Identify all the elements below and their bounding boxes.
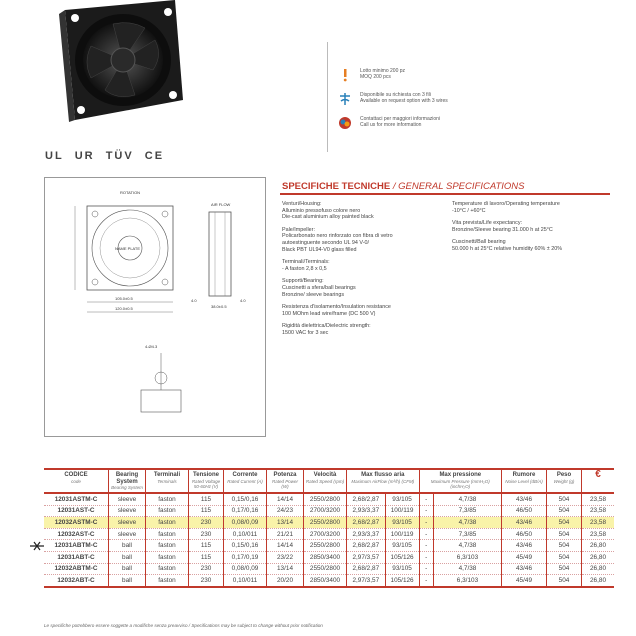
spec-temperature bbox=[452, 201, 612, 214]
table-cell: 2,68/2,87 bbox=[347, 563, 386, 575]
dim-width: 105.0±0.5 bbox=[115, 296, 133, 301]
spec-line: -10°C / +60°C bbox=[452, 207, 486, 214]
ce-mark: CE bbox=[144, 150, 165, 162]
table-cell: 23,58 bbox=[582, 517, 615, 529]
table-cell: 26,80 bbox=[582, 540, 615, 552]
table-cell: faston bbox=[146, 528, 189, 540]
column-header: Rumore Noise Level (dB/A) bbox=[502, 469, 547, 493]
column-header: Corrente Rated Current (A) bbox=[224, 469, 267, 493]
table-cell: 504 bbox=[547, 575, 582, 587]
table-cell: 504 bbox=[547, 505, 582, 517]
spec-line: Bronzine/Sleeve bearing 31.000 h at 25°C bbox=[452, 226, 553, 233]
table-cell: - bbox=[419, 540, 433, 552]
footnote: Le specifiche potrebbero essere soggette a modifiche senza preavviso / Specifications may be subject to change without prior notification bbox=[44, 623, 323, 628]
note-wires bbox=[338, 92, 538, 106]
table-cell: 0,15/0,16 bbox=[224, 493, 267, 505]
table-cell: 2550/2800 bbox=[304, 563, 347, 575]
spec-line: 50.000 h at 25°C relative humidity 60% ± 20% bbox=[452, 245, 562, 252]
table-cell: 12031ABTM-C bbox=[44, 540, 109, 552]
spec-line: autoestinguente secondo UL 94 V-0/ bbox=[282, 239, 370, 246]
note-contact bbox=[338, 116, 538, 130]
table-cell: ball bbox=[109, 575, 146, 587]
column-header: Max pressione Maximum Pressure (mmH₂O) (inchH₂O) bbox=[419, 469, 501, 493]
spec-line: 100 MOhm lead wire/frame (DC 500 V) bbox=[282, 310, 376, 317]
table-cell: 504 bbox=[547, 563, 582, 575]
spec-line: - A faston 2,8 x 0,5 bbox=[282, 265, 327, 272]
table-cell: - bbox=[419, 563, 433, 575]
tuv-mark: TÜV bbox=[105, 150, 134, 162]
table-cell: 100/119 bbox=[385, 505, 419, 517]
table-cell: sleeve bbox=[109, 505, 146, 517]
nameplate-label: NAME PLATE bbox=[115, 246, 141, 251]
spec-left-column bbox=[282, 201, 432, 343]
table-cell: 230 bbox=[189, 563, 224, 575]
spec-heading: Pale/Impeller: bbox=[282, 226, 315, 233]
spec-line: Policarbonato nero rinforzato con fibra di vetro bbox=[282, 233, 393, 240]
spec-title bbox=[282, 181, 524, 192]
airflow-label: AIR FLOW bbox=[211, 202, 231, 207]
note-text: Disponibile su richiesta con 3 fili bbox=[360, 92, 431, 98]
table-cell: 13/14 bbox=[267, 517, 304, 529]
spec-bearing bbox=[282, 278, 432, 298]
table-cell: 24/23 bbox=[267, 505, 304, 517]
table-cell: sleeve bbox=[109, 493, 146, 505]
table-cell: ball bbox=[109, 540, 146, 552]
table-cell: faston bbox=[146, 551, 189, 563]
table-row bbox=[44, 517, 614, 529]
table-cell: - bbox=[419, 575, 433, 587]
spec-heading: Resistenza d'isolamento/Insulation resistance bbox=[282, 304, 391, 311]
table-cell: 0,08/0,09 bbox=[224, 563, 267, 575]
table-cell: 43/46 bbox=[502, 563, 547, 575]
spec-line: 1500 VAC for 3 sec bbox=[282, 329, 329, 336]
table-cell: 504 bbox=[547, 517, 582, 529]
dim-depth: 38.0±0.5 bbox=[211, 304, 227, 309]
ul-mark: UL bbox=[45, 150, 64, 162]
table-cell: faston bbox=[146, 563, 189, 575]
table-cell: 23/22 bbox=[267, 551, 304, 563]
table-row bbox=[44, 528, 614, 540]
table-cell: 0,08/0,09 bbox=[224, 517, 267, 529]
spec-housing bbox=[282, 201, 432, 221]
table-cell: 230 bbox=[189, 575, 224, 587]
table-cell: 26,80 bbox=[582, 575, 615, 587]
contact-icon bbox=[338, 116, 352, 130]
table-cell: 26,80 bbox=[582, 563, 615, 575]
spec-heading: Vita prevista/Life expectancy: bbox=[452, 220, 523, 227]
note-sub: Available on request option with 3 wires bbox=[360, 98, 448, 104]
technical-drawing bbox=[44, 177, 266, 437]
spec-title-en: / GENERAL SPECIFICATIONS bbox=[392, 181, 525, 192]
table-cell: 2550/2800 bbox=[304, 540, 347, 552]
column-header: Terminali Terminals bbox=[146, 469, 189, 493]
table-cell: 230 bbox=[189, 517, 224, 529]
table-cell: 14/14 bbox=[267, 493, 304, 505]
spec-dielectric bbox=[282, 323, 432, 336]
table-cell: 105/126 bbox=[385, 575, 419, 587]
table-cell: sleeve bbox=[109, 528, 146, 540]
table-cell: 45/49 bbox=[502, 575, 547, 587]
spec-line: Alluminio pressofuso colore nero bbox=[282, 207, 361, 214]
table-cell: 46/50 bbox=[502, 528, 547, 540]
table-cell: - bbox=[419, 551, 433, 563]
table-cell: - bbox=[419, 505, 433, 517]
fan-photo bbox=[55, 0, 185, 125]
table-cell: 20/20 bbox=[267, 575, 304, 587]
table-cell: 115 bbox=[189, 551, 224, 563]
table-cell: - bbox=[419, 528, 433, 540]
note-sub: MOQ 200 pcs bbox=[360, 74, 391, 80]
note-text: Contattaci per maggiori informazioni bbox=[360, 116, 441, 122]
table-row bbox=[44, 493, 614, 505]
column-header: Potenza Rated Power (W) bbox=[267, 469, 304, 493]
table-cell: 12032ASTM-C bbox=[44, 517, 109, 529]
table-cell: ball bbox=[109, 551, 146, 563]
table-cell: 23,58 bbox=[582, 505, 615, 517]
table-cell: 46/50 bbox=[502, 505, 547, 517]
spec-impeller bbox=[282, 227, 432, 253]
table-cell: 21/21 bbox=[267, 528, 304, 540]
ur-mark: UR bbox=[74, 150, 95, 162]
table-cell: 2,93/3,37 bbox=[347, 505, 386, 517]
table-cell: 93/105 bbox=[385, 517, 419, 529]
table-cell: 115 bbox=[189, 540, 224, 552]
table-cell: 0,15/0,16 bbox=[224, 540, 267, 552]
spec-terminals bbox=[282, 259, 432, 272]
certification-marks bbox=[45, 150, 170, 162]
table-cell: 2,68/2,87 bbox=[347, 493, 386, 505]
spec-heading: Temperature di lavoro/Operating temperature bbox=[452, 201, 560, 207]
table-cell: 0,17/0,16 bbox=[224, 505, 267, 517]
table-cell: 4,7/38 bbox=[433, 517, 501, 529]
table-cell: 4,7/38 bbox=[433, 493, 501, 505]
table-cell: 105/126 bbox=[385, 551, 419, 563]
table-cell: - bbox=[419, 493, 433, 505]
table-cell: 100/119 bbox=[385, 528, 419, 540]
table-cell: sleeve bbox=[109, 517, 146, 529]
spec-title-it: SPECIFICHE TECNICHE bbox=[282, 181, 391, 192]
spec-heading: Cuscinetti/Ball bearing bbox=[452, 239, 506, 246]
row-marker-icon bbox=[30, 541, 44, 551]
table-cell: 93/105 bbox=[385, 540, 419, 552]
table-cell: faston bbox=[146, 505, 189, 517]
spec-heading: Venturi/Housing: bbox=[282, 201, 322, 207]
spec-line: Bronzine/ sleeve bearings bbox=[282, 291, 345, 298]
notes-list bbox=[338, 68, 538, 140]
dim-side-b: 4.0 bbox=[240, 298, 246, 303]
table-cell: 115 bbox=[189, 493, 224, 505]
column-header: Peso Weight (g) bbox=[547, 469, 582, 493]
dim-holes: 4-Ø4.3 bbox=[145, 344, 158, 349]
table-row bbox=[44, 505, 614, 517]
dim-side-a: 4.0 bbox=[191, 298, 197, 303]
table-cell: faston bbox=[146, 540, 189, 552]
spec-line: Black PBT UL94-V0 glass filled bbox=[282, 246, 357, 253]
notes-divider bbox=[327, 42, 328, 152]
spec-insulation bbox=[282, 304, 432, 317]
table-cell: 2,97/3,57 bbox=[347, 551, 386, 563]
table-row bbox=[44, 540, 614, 552]
table-cell: 12031ABT-C bbox=[44, 551, 109, 563]
table-cell: 2850/3400 bbox=[304, 575, 347, 587]
table-cell: 230 bbox=[189, 528, 224, 540]
table-cell: 12032ABT-C bbox=[44, 575, 109, 587]
table-cell: 13/14 bbox=[267, 563, 304, 575]
table-cell: 12032AST-C bbox=[44, 528, 109, 540]
table-cell: faston bbox=[146, 517, 189, 529]
table-cell: 115 bbox=[189, 505, 224, 517]
spec-heading: Supporti/Bearing: bbox=[282, 278, 324, 285]
table-cell: 504 bbox=[547, 540, 582, 552]
spec-line: Die-cast aluminium alloy painted black bbox=[282, 214, 374, 221]
table-cell: 45/49 bbox=[502, 551, 547, 563]
table-cell: 93/105 bbox=[385, 563, 419, 575]
drawing-svg bbox=[45, 178, 265, 436]
spec-rule bbox=[280, 193, 610, 195]
table-cell: 23,58 bbox=[582, 493, 615, 505]
table-cell: 2,68/2,87 bbox=[347, 540, 386, 552]
column-header: Tensione Rated Voltage 50-60Hz (V) bbox=[189, 469, 224, 493]
table-cell: 7,3/85 bbox=[433, 528, 501, 540]
table-cell: 7,3/85 bbox=[433, 505, 501, 517]
table-cell: 6,3/103 bbox=[433, 575, 501, 587]
table-cell: 0,10/011 bbox=[224, 528, 267, 540]
table-cell: faston bbox=[146, 493, 189, 505]
wire-icon bbox=[338, 92, 352, 106]
note-sub: Call us for more information bbox=[360, 122, 422, 128]
table-cell: 14/14 bbox=[267, 540, 304, 552]
table-cell: 2,93/3,37 bbox=[347, 528, 386, 540]
table-cell: ball bbox=[109, 563, 146, 575]
table-cell: 12032ABTM-C bbox=[44, 563, 109, 575]
table-cell: 2550/2800 bbox=[304, 493, 347, 505]
table-cell: 4,7/38 bbox=[433, 563, 501, 575]
table-cell: faston bbox=[146, 575, 189, 587]
column-header: Bearing System Bearing System bbox=[109, 469, 146, 493]
spec-right-column bbox=[452, 201, 612, 259]
table-cell: 23,58 bbox=[582, 528, 615, 540]
dim-outer: 120.0±0.5 bbox=[115, 306, 133, 311]
spec-ball-life bbox=[452, 239, 612, 252]
spec-heading: Terminali/Terminals: bbox=[282, 259, 330, 266]
table-cell: 504 bbox=[547, 493, 582, 505]
table-cell: 6,3/103 bbox=[433, 551, 501, 563]
table-cell: 12031AST-C bbox=[44, 505, 109, 517]
column-header: Max flusso aria Maximum AirFlow (m³/h) (CFM) bbox=[347, 469, 420, 493]
product-table bbox=[44, 468, 614, 588]
column-header: CODICE code bbox=[44, 469, 109, 493]
table-cell: 504 bbox=[547, 528, 582, 540]
table-cell: 2,97/3,57 bbox=[347, 575, 386, 587]
column-header: Velocità Rated Speed (rpm) bbox=[304, 469, 347, 493]
table-cell: 93/105 bbox=[385, 493, 419, 505]
table-cell: 43/46 bbox=[502, 517, 547, 529]
spec-heading: Rigidità dielettrica/Dielectric strength: bbox=[282, 323, 371, 330]
spec-line: Cuscinetti a sfera/ball bearings bbox=[282, 284, 356, 291]
table-cell: 0,17/0,19 bbox=[224, 551, 267, 563]
table-row bbox=[44, 551, 614, 563]
table-cell: 2550/2800 bbox=[304, 517, 347, 529]
note-moq bbox=[338, 68, 538, 82]
table-cell: 12031ASTM-C bbox=[44, 493, 109, 505]
column-header: € bbox=[582, 469, 615, 493]
table-cell: 2,68/2,87 bbox=[347, 517, 386, 529]
table-cell: 504 bbox=[547, 551, 582, 563]
table-cell: - bbox=[419, 517, 433, 529]
table-cell: 43/46 bbox=[502, 540, 547, 552]
table-cell: 43/46 bbox=[502, 493, 547, 505]
table-cell: 2850/3400 bbox=[304, 551, 347, 563]
spec-life bbox=[452, 220, 612, 233]
rotation-label: ROTATION bbox=[120, 190, 141, 195]
note-text: Lotto minimo 200 pz bbox=[360, 68, 406, 74]
table-row bbox=[44, 563, 614, 575]
table-row bbox=[44, 575, 614, 587]
table-cell: 2700/3200 bbox=[304, 505, 347, 517]
table-cell: 4,7/38 bbox=[433, 540, 501, 552]
table-cell: 0,10/011 bbox=[224, 575, 267, 587]
table-cell: 26,80 bbox=[582, 551, 615, 563]
table-cell: 2700/3200 bbox=[304, 528, 347, 540]
exclamation-icon bbox=[338, 68, 352, 82]
